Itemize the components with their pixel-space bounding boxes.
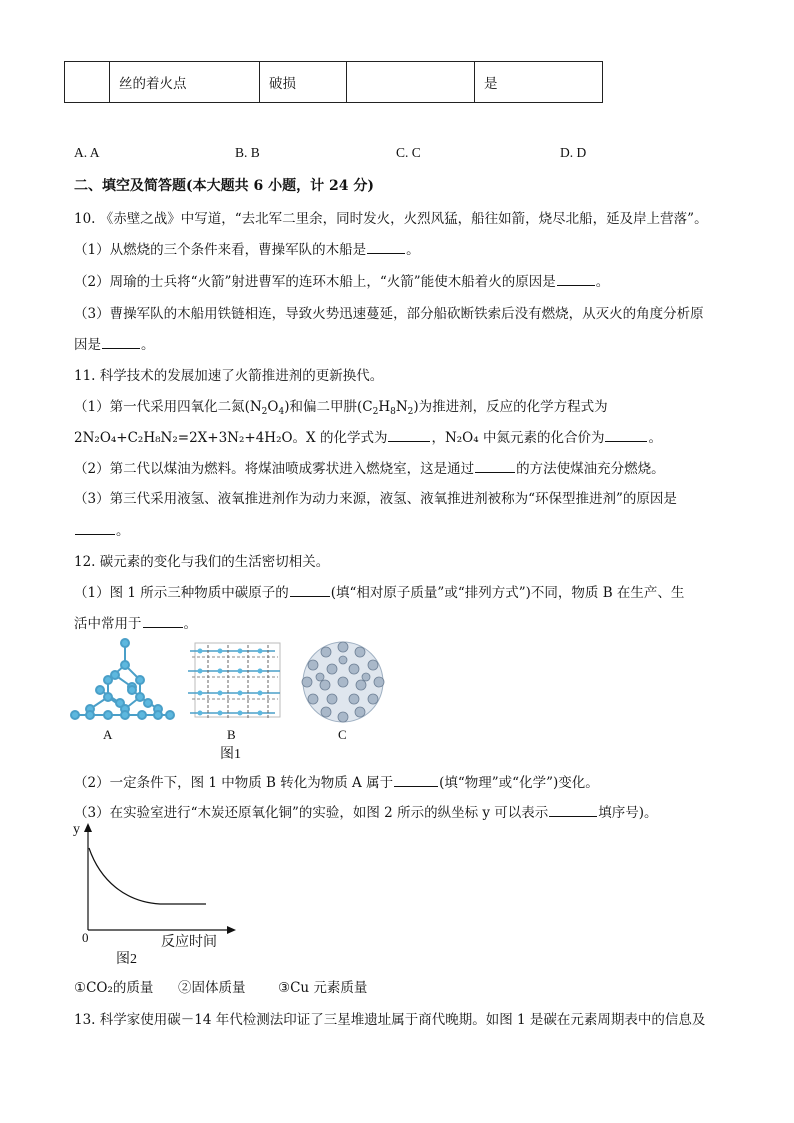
option-d: D. D bbox=[560, 145, 587, 160]
answer-blank bbox=[557, 284, 595, 286]
option-c: C. C bbox=[396, 145, 421, 160]
q12-p1-text: （1）图 1 所示三种物质中碳原子的 bbox=[74, 585, 289, 601]
figure-label-c: C bbox=[338, 727, 347, 742]
figure-1-carbon-structures bbox=[70, 635, 400, 725]
option-b: B. B bbox=[235, 145, 260, 160]
q11-p1-text: N bbox=[395, 399, 408, 415]
q11-part3: （3）第三代采用液氢、液氧推进剂作为动力来源，液氢、液氧推进剂被称为“环保型推进剂”的原因是 bbox=[74, 491, 677, 507]
q12-p3-end: 填序号)。 bbox=[598, 805, 658, 821]
q12-stem: 12. 碳元素的变化与我们的生活密切相关。 bbox=[74, 554, 330, 570]
answer-blank bbox=[75, 533, 115, 535]
q12-p1b-text: 活中常用于 bbox=[74, 616, 142, 632]
q11-p1-text: )为推进剂，反应的化学方程式为 bbox=[413, 399, 608, 415]
q11-p3-end: 。 bbox=[116, 523, 130, 539]
q12-part2 bbox=[74, 771, 599, 791]
answer-blank bbox=[394, 785, 438, 787]
figure-2-graph bbox=[70, 820, 240, 935]
table-cell: 丝的着火点 bbox=[110, 62, 260, 103]
q11-part1: （1）第一代采用四氧化二氮$(N_2O_4)$和偏二甲肼$(C_2H_8N_2)$为推进剂，反应的化学方程式为 bbox=[74, 399, 608, 417]
q12-part3 bbox=[74, 801, 658, 821]
q10-p3-end: 。 bbox=[141, 337, 155, 353]
q10-p2-end: 。 bbox=[595, 274, 610, 290]
graph-origin-label: 0 bbox=[82, 930, 89, 945]
q13-stem: 13. 科学家使用碳－14 年代检测法印证了三星堆遗址属于商代晚期。如图 1 是碳在元素周期表中的信息及 bbox=[74, 1012, 706, 1028]
graph-x-label: 反应时间 bbox=[161, 935, 217, 950]
q10-p1-text: （1）从燃烧的三个条件来看，曹操军队的木船是 bbox=[74, 242, 367, 258]
x-axis-arrow bbox=[227, 926, 236, 934]
q12-p1b-end: 。 bbox=[183, 616, 197, 632]
q11-stem: 11. 科学技术的发展加速了火箭推进剂的更新换代。 bbox=[74, 368, 384, 384]
q10-p3b-text: 因是 bbox=[74, 337, 101, 353]
q12-p2-end: (填“物理”或“化学”)变化。 bbox=[439, 775, 599, 791]
answer-table bbox=[64, 61, 603, 103]
answer-blank bbox=[475, 471, 515, 473]
q10-part3-cont bbox=[74, 333, 155, 353]
table-cell: 破损 bbox=[260, 62, 347, 103]
table-cell bbox=[65, 62, 110, 103]
q11-p1-text: )和偏二甲肼(C bbox=[284, 399, 373, 415]
graph-y-label: y bbox=[73, 822, 80, 837]
q12-p2-text: （2）一定条件下，图 1 中物质 B 转化为物质 A 属于 bbox=[74, 775, 394, 791]
answer-blank bbox=[143, 626, 183, 628]
q11-part2 bbox=[74, 457, 665, 477]
q12-part1 bbox=[74, 581, 684, 601]
table-cell bbox=[347, 62, 475, 103]
equation-text: 2N₂O₄+C₂H₈N₂=2X+3N₂+4H₂O。X 的化学式为 bbox=[74, 430, 388, 446]
equation-text: 。 bbox=[648, 430, 662, 446]
q10-stem: 10. 《赤壁之战》中写道，“去北军二里余，同时发火，火烈风猛，船往如箭，烧尽北船，延及岸上营落”。 bbox=[74, 211, 708, 227]
figure-1-caption: 图1 bbox=[220, 747, 241, 762]
q11-p1-text: O bbox=[267, 399, 279, 415]
answer-blank bbox=[605, 440, 647, 442]
option-a: A. A bbox=[74, 145, 100, 160]
figure-label-a: A bbox=[103, 727, 113, 742]
q10-part2 bbox=[74, 270, 609, 290]
figure-2-caption: 图2 bbox=[116, 952, 137, 967]
q10-part3: （3）曹操军队的木船用铁链相连，导致火势迅速蔓延，部分船砍断铁索后没有燃烧，从灭火的角度分析原 bbox=[74, 306, 704, 322]
y-axis-arrow bbox=[84, 823, 92, 832]
fullerene-structure-image bbox=[302, 642, 384, 722]
diamond-structure-image bbox=[71, 639, 174, 719]
q12-part1-cont bbox=[74, 612, 197, 632]
choice-1: ①CO₂的质量 bbox=[74, 980, 154, 996]
decreasing-curve bbox=[89, 848, 206, 904]
q11-equation bbox=[74, 426, 662, 446]
answer-blank bbox=[388, 440, 430, 442]
q11-part3-cont bbox=[74, 519, 130, 539]
choice-3: ③Cu 元素质量 bbox=[278, 980, 368, 996]
q11-p2-text: （2）第二代以煤油为燃料。将煤油喷成雾状进入燃烧室，这是通过 bbox=[74, 461, 475, 477]
answer-blank bbox=[367, 252, 405, 254]
figure-label-b: B bbox=[227, 727, 236, 742]
answer-blank bbox=[102, 347, 140, 349]
q12-p1-text: (填“相对原子质量”或“排列方式”)不同，物质 B 在生产、生 bbox=[330, 585, 685, 601]
q11-p1-text: H bbox=[378, 399, 391, 415]
equation-text: ，N₂O₄ 中氮元素的化合价为 bbox=[431, 430, 605, 446]
table-row bbox=[65, 62, 603, 103]
answer-blank bbox=[549, 815, 597, 817]
choice-2: ②固体质量 bbox=[178, 980, 246, 996]
q10-p2-text: （2）周瑜的士兵将“火箭”射进曹军的连环木船上，“火箭”能使木船着火的原因是 bbox=[74, 274, 556, 290]
q12-p3-text: （3）在实验室进行“木炭还原氧化铜”的实验，如图 2 所示的纵坐标 y 可以表示 bbox=[74, 805, 549, 821]
answer-blank bbox=[290, 595, 330, 597]
q11-p1-text: （1）第一代采用四氧化二氮(N bbox=[74, 399, 262, 415]
q10-p1-end: 。 bbox=[406, 242, 420, 258]
graphite-structure-image bbox=[188, 643, 280, 719]
q11-p2-end: 的方法使煤油充分燃烧。 bbox=[516, 461, 665, 477]
section-title: 二、填空及简答题(本大题共 6 小题，计 24 分) bbox=[74, 178, 374, 194]
table-cell: 是 bbox=[475, 62, 603, 103]
q10-part1 bbox=[74, 238, 420, 258]
